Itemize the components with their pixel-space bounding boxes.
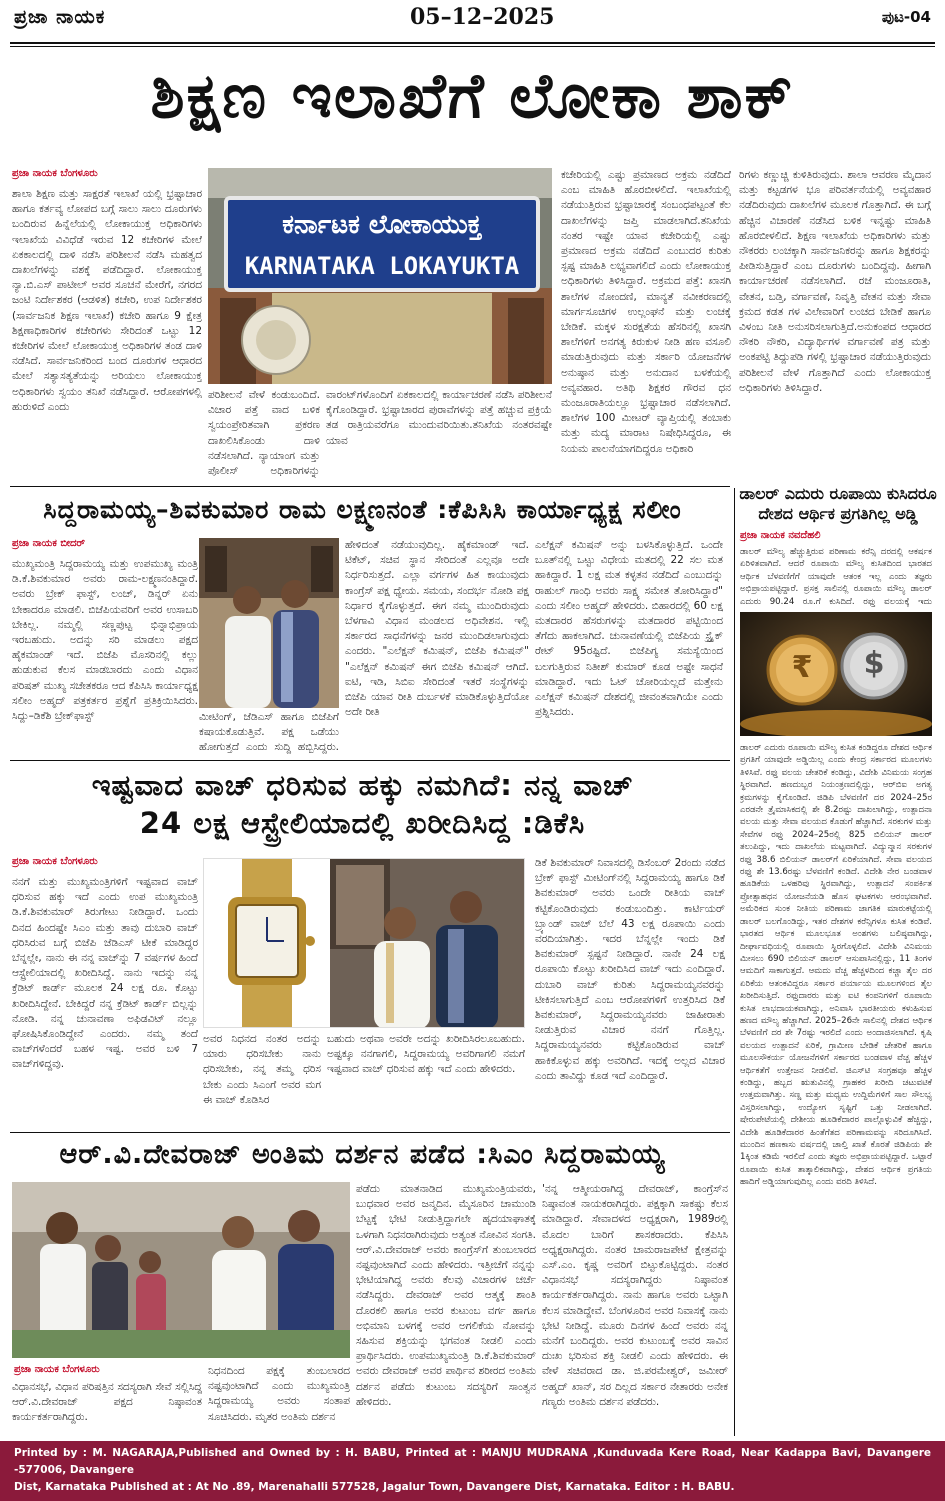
siddaramaiah-dks-photo [199,538,339,708]
watch-photo [203,858,525,1028]
story4-col1-text: ವಿಧಾನಸಭೆ, ವಿಧಾನ ಪರಿಷತ್ತಿನ ಸದಸ್ಯರಾಗಿ ಸೇವೆ ಸಲ್ಲಿಸಿದ್ದ ಆರ್.ವಿ.ದೇವರಾಜ್ ಪಕ್ಷದ ನಿಷ್ಠಾವಂತ ಕಾರ್ಯಕರ್ತರಾಗಿದ್ದರು. [12,1381,202,1424]
tribute-scene-illustration [12,1182,350,1358]
sidebar-headline-line1: ಡಾಲರ್ ಎದುರು ರೂಪಾಯಿ ಕುಸಿದರೂ [739,484,937,503]
story2-headline: ಸಿದ್ದರಾಮಯ್ಯ–ಶಿವಕುಮಾರ ರಾಮ ಲಕ್ಷ್ಮಣನಂತೆ :ಕೆಪಿಸಿಸಿ ಕಾರ್ಯಾಧ್ಯಕ್ಷ ಸಲೀಂ [43,495,682,524]
story1-col2-text: ಪರಿಶೀಲನೆ ವೇಳೆ ಕಂಡುಬಂದಿದೆ. ವಿಚಾರ ಪತ್ತೆ ವಾದ ಬಳಿಕ ಸ್ವಯಂಪ್ರೇರಿತವಾಗಿ ಪ್ರಕರಣ ದಾಖಲಿಸಿಕೊಂಡು ದಾಳಿ ನಡೆಸಲಾಗಿದೆ. ನ್ಯಾಯಾಂಗ ಮತ್ತು ಪೊಲೀಸ್ ಅಧಿಕಾರಿಗಳನ್ನು [208,389,320,478]
story1-col5-text: ರಿಗಳು ಕಣ್ಣುಚ್ಚಿ ಕುಳಿತಿರುವುದು. ಶಾಲಾ ಆವರಣ ಮೈದಾನ ಮತ್ತು ಕಟ್ಟಡಗಳ ಭೂ ಪರಿವರ್ತನೆಯಲ್ಲಿ ಅವ್ಯವಹಾರ ನಡೆದಿರುವುದು ದಾಖಲೆಗಳ ಮೂಲಕ ಗೊತ್ತಾಗಿದೆ. ಈ ಬಗ್ಗೆ ಹೆಚ್ಚಿನ ವಿಚಾರಣೆ ನಡೆಸಿದ ಬಳಿಕ ಇನ್ನಷ್ಟು ಮಾಹಿತಿ ಹೊರಬೀಳಲಿದೆ. ಶಿಕ್ಷಣ ಇಲಾಖೆಯ ಅಧಿಕಾರಿಗಳು ಮತ್ತು ನೌಕರರು ಲಂಚಕ್ಕಾಗಿ ಸಾರ್ವಜನಿಕರನ್ನು ಹಾಗೂ ಶಿಕ್ಷಕರನ್ನು ಪೀಡಿಸುತ್ತಿದ್ದಾರೆ ಎಂಬ ದೂರುಗಳು ಬಂದಿದ್ದವು. ಹೀಗಾಗಿ ಕಾರ್ಯಾಚರಣೆ ನಡೆಸಲಾಗಿದೆ. ರಜೆ ಮಂಜೂರಾತಿ, ವೇತನ, ಬಡ್ತಿ, ವರ್ಗಾವಣೆ, ನಿವೃತ್ತಿ ವೇತನ ಮತ್ತು ಸೇವಾ ಕ್ರಮದ ಕಡತ ಗಳ ವಿಲೇವಾರಿಗೆ ಲಂಚದ ಬೇಡಿಕೆ ಹಾಗೂ ವಿಳಂಬ ನೀತಿ ಅನುಸರಿಸಲಾಗುತ್ತಿದೆ.ಅನುಕಂಪದ ಆಧಾರದ ನೌಕರಿ ನೌಕರಿ, ವಿದ್ಯಾರ್ಥಿಗಳ ವರ್ಗಾವಣೆ ಪತ್ರ ಮತ್ತು ಅಂಕಪಟ್ಟಿ ತಿದ್ದುಪಡಿ ಗಳಲ್ಲಿ ಭ್ರಷ್ಟಾಚಾರ ನಡೆಯುತ್ತಿರುವುದು ಪರಿಶೀಲನೆ ವೇಳೆ ಗೊತ್ತಾಗಿದೆ ಎಂದು ಲೋಕಾಯುಕ್ತ ಅಧಿಕಾರಿಗಳು ತಿಳಿಸಿದ್ದಾರೆ. [739,169,931,394]
story4-headline: ಆರ್.ವಿ.ದೇವರಾಜ್ ಅಂತಿಮ ದರ್ಶನ ಪಡೆದ :ಸಿಎಂ ಸಿದ್ದರಾಮಯ್ಯ [59,1139,666,1170]
story3-col3-text: ಬಹುದು ಅಥವಾ ಅವರೇ ಅದನ್ನು ಖರೀದಿಸಿರಲೂಬಹುದು. ಅಷ್ಟಕ್ಕೂ ನನಗಾಗಲಿ, ಸಿದ್ದರಾಮಯ್ಯ ಅವರಿಗಾಗಲಿ ನಮಗೆ ಇಷ್ಟವಾದ ವಾಚ್ ಧರಿಸುವ ಹಕ್ಕು ಇದೆ ಎಂದು ಹೇಳಿದರು. [327,1033,525,1076]
sidebar-headline-line2: ದೇಶದ ಆರ್ಥಿಕ ಪ್ರಗತಿಗಿಲ್ಲ ಅಡ್ಡಿ [758,504,918,523]
story1-col1-text: ಶಾಲಾ ಶಿಕ್ಷಣ ಮತ್ತು ಸಾಕ್ಷರತೆ ಇಲಾಖೆ ಯಲ್ಲಿ ಭ್ರಷ್ಟಾಚಾರ ಹಾಗೂ ಕರ್ತವ್ಯ ಲೋಪದ ಬಗ್ಗೆ ಸಾಲು ಸಾಲು ದೂರುಗಳು ಬಂದಿರುವ ಹಿನ್ನೆಲೆಯಲ್ಲಿ ಲೋಕಾಯುಕ್ತ ಅಧಿಕಾರಿಗಳು ಇಲಾಖೆಯ ವಿವಿಧೆಡೆ ಇರುವ 12 ಕಚೇರಿಗಳ ಮೇಲೆ ಏಕಕಾಲದಲ್ಲಿ ದಾಳಿ ನಡೆಸಿ ಪರಿಶೀಲನೆ ನಡೆಸಿ ಮಹತ್ವದ ದಾಖಲೆಗಳನ್ನು ವಶಕ್ಕೆ ಪಡೆದಿದ್ದಾರೆ. ಲೋಕಾಯುಕ್ತ ನ್ಯಾ.ಬಿ.ಎಸ್ ಪಾಟೀಲ್ ಅವರ ಸೂಚನೆ ಮೇರೆಗೆ, ನಗರದ ಜಂಟಿ ನಿರ್ದೇಶಕರ (ಆಡಳಿತ) ಕಚೇರಿ, ಉಪ ನಿರ್ದೇಶಕರ (ಸಾರ್ವಜನಿಕ ಶಿಕ್ಷಣ ಇಲಾಖೆ) ಕಚೇರಿ ಹಾಗೂ 9 ಕ್ಷೇತ್ರ ಶಿಕ್ಷಣಾಧಿಕಾರಿಗಳ ಕಚೇರಿಗಳು ಸೇರಿದಂತೆ ಒಟ್ಟು 12 ಕಚೇರಿಗಳ ಮೇಲೆ ಲೋಕಾಯುಕ್ತ ಅಧಿಕಾರಿಗಳ ತಂಡ ದಾಳಿ ನಡೆಸಿದೆ. ಸಾರ್ವಜನಿಕರಿಂದ ಬಂದ ದೂರುಗಳ ಆಧಾರದ ಮೇಲೆ ಸತ್ಯಾಸತ್ಯತೆಯನ್ನು ಅರಿಯಲು ಲೋಕಾಯುಕ್ತ ಅಧಿಕಾರಿಗಳು ಸ್ವಯಂ ತನಿಖೆ ನಡೆಸಿದ್ದಾರೆ. ಆರೋಪಗಳಲ್ಲಿ ಹುರುಳಿದೆ ಎಂದು [12,188,202,413]
story4-dateline: ಪ್ರಜಾ ನಾಯಕ ಬೆಂಗಳೂರು [14,1364,100,1375]
main-headline: ಶಿಕ್ಷಣ ಇಲಾಖೆಗೆ ಲೋಕಾ ಶಾಕ್ [150,59,795,132]
masthead-rule [10,42,935,44]
sign-english-text: KARNATAKA LOKAYUKTA [244,252,520,280]
issue-date: 05–12–2025 [410,4,555,30]
story1-dateline: ಪ್ರಜಾ ನಾಯಕ ಬೆಂಗಳೂರು [12,168,98,179]
story3-headline-line2: 24 ಲಕ್ಷ ಆಸ್ಟ್ರೇಲಿಯಾದಲ್ಲಿ ಖರೀದಿಸಿದ್ದ :ಡಿಕೆಸಿ [139,806,586,840]
story3-headline-line1: ಇಷ್ಟವಾದ ವಾಚ್ ಧರಿಸುವ ಹಕ್ಕು ನಮಗಿದೆ: ನನ್ನ ವಾಚ್ [91,768,634,802]
masthead-rule-thin [10,46,935,47]
story1-column-1 [12,168,202,538]
imprint-line-1: Printed by : M. NAGARAJA,Published and Owned by : H. BABU, Printed at : MANJU MUDRANA ,Kunduvada Kere Road, Near Kadappa Bavi, Davangere -577006, Davangere [14,1447,931,1476]
story3-divider [10,1132,730,1133]
story2-dateline: ಪ್ರಜಾ ನಾಯಕ ಬೀದರ್ [12,538,85,549]
story3-col4-text: ಡಿಕೆ ಶಿವಕುಮಾರ್ ನಿವಾಸದಲ್ಲಿ ಡಿಸೆಂಬರ್ 2ರಂದು ನಡೆದ ಬ್ರೇಕ್ ಫಾಸ್ಟ್ ಮೀಟಿಂಗ್‌ನಲ್ಲಿ ಸಿದ್ದರಾಮಯ್ಯ ಹಾಗೂ ಡಿಕೆ ಶಿವಕುಮಾರ್ ಅವರು ಒಂದೇ ರೀತಿಯ ವಾಚ್ ಕಟ್ಟಿಕೊಂಡಿರುವುದು ಕಂಡುಬಂದಿತ್ತು. ಕಾರ್ಟಿಯರ್ ಬ್ರ್ಯಾಂಡ್ ವಾಚ್ ಬೆಲೆ 43 ಲಕ್ಷ ರೂಪಾಯಿ ಎಂದು ವರದಿಯಾಗಿತ್ತು. ಇದರ ಬೆನ್ನಲ್ಲೇ ಇಂದು ಡಿಕೆ ಶಿವಕುಮಾರ್ ಸ್ಪಷ್ಟನೆ ನೀಡಿದ್ದಾರೆ. ನಾನೇ 24 ಲಕ್ಷ ರೂಪಾಯಿ ಕೊಟ್ಟು ಖರೀದಿಸಿದ ವಾಚ್ ಇದು ಎಂದಿದ್ದಾರೆ. ದುಬಾರಿ ವಾಚ್ ಕುರಿತು ಸಿದ್ದರಾಮಯ್ಯನವರನ್ನು ಟೀಕಿಸಲಾಗುತ್ತಿದೆ ಎಂಬ ಆರೋಪಗಳಿಗೆ ಉತ್ತರಿಸಿದ ಡಿಕೆ ಶಿವಕುಮಾರ್, ಸಿದ್ದರಾಮಯ್ಯನವರು ಜಾಹೀರಾತು ನೀಡುತ್ತಿರುವ ವಿಚಾರ ನನಗೆ ಗೊತ್ತಿಲ್ಲ. ಸಿದ್ದರಾಮಯ್ಯನವರು ಕಟ್ಟಿಕೊಂಡಿರುವ ವಾಚ್ ಹಾಕಿಕೊಳ್ಳುವ ಹಕ್ಕು ಅವರಿಗಿದೆ. ಇದಕ್ಕೆ ಅಲ್ಲದ ವಿಚಾರ ಎಂದು ತಾವಿದ್ದು ಕೂಡ ಇದೆ ಎಂದಿದ್ದಾರೆ. [535,857,725,1082]
imprint-footer [0,1441,945,1501]
story2-divider [10,760,730,761]
page-number: ಪುಟ-04 [881,8,931,26]
story2-col1-text: ಮುಖ್ಯಮಂತ್ರಿ ಸಿದ್ದರಾಮಯ್ಯ ಮತ್ತು ಉಪಮುಖ್ಯ ಮಂತ್ರಿ ಡಿ.ಕೆ.ಶಿವಕುಮಾರ ಅವರು ರಾಮ-ಲಕ್ಷ್ಮಣನಂತಿದ್ದಾರೆ. ಅವರು ಬ್ರೇಕ್ ಫಾಸ್ಟ್, ಲಂಚ್, ಡಿನ್ನರ್ ಏನು ಬೇಕಾದರೂ ಮಾಡಲಿ. ಬಿಜೆಪಿಯವರಿಗೆ ಅವರ ಉಸಾಬರಿ ಬೇಕಿಲ್ಲ. ನಮ್ಮಲ್ಲಿ ಸಣ್ಣಪುಟ್ಟ ಭಿನ್ನಾಭಿಪ್ರಾಯ ಇರಬಹುದು. ಅದನ್ನು ಸರಿ ಮಾಡಲು ಪಕ್ಷದ ಹೈಕಮಾಂಡ್ ಇದೆ. ಬಿಜೆಪಿ ಮೊಸರಿನಲ್ಲಿ ಕಲ್ಲು ಹುಡುಕುವ ಕೆಲಸ ಮಾಡಬಾರದು ಎಂದು ವಿಧಾನ ಪರಿಷತ್ ಮುಖ್ಯ ಸಚೇತಕರೂ ಆದ ಕೆಪಿಸಿಸಿ ಕಾರ್ಯಾಧ್ಯಕ್ಷ ಸಲೀಂ ಅಹ್ಮದ್ ಪತ್ರಕರ್ತರ ಪ್ರಶ್ನೆಗೆ ಪ್ರತಿಕ್ರಿಯಿಸಿದರು. ಸಿದ್ದು–ಡಿಕೆಶಿ ಬ್ರೇಕ್‌ಫಾಸ್ಟ್ [12,558,198,723]
story4-col4-text: 'ನನ್ನ ಆತ್ಮೀಯರಾಗಿದ್ದ ದೇವರಾಜ್, ಕಾಂಗ್ರೆಸ್‌ನ ನಿಷ್ಠಾವಂತ ನಾಯಕರಾಗಿದ್ದರು. ಪಕ್ಷಕ್ಕಾಗಿ ಸಾಕಷ್ಟು ಕೆಲಸ ಮಾಡಿದ್ದಾರೆ. ಸೇವಾದಳದ ಅಧ್ಯಕ್ಷರಾಗಿ, 1989ರಲ್ಲಿ ಮೊದಲ ಬಾರಿಗೆ ಶಾಸಕರಾದರು. ಕೆಪಿಸಿಸಿ ಅಧ್ಯಕ್ಷರಾಗಿದ್ದರು. ನಂತರ ಚಾಮರಾಜಪೇಟೆ ಕ್ಷೇತ್ರವನ್ನು ಎಸ್.ಎಂ. ಕೃಷ್ಣ ಅವರಿಗೆ ಬಿಟ್ಟುಕೊಟ್ಟಿದ್ದರು. ನಂತರ ವಿಧಾನಸಭೆ ಸದಸ್ಯರಾಗಿದ್ದರು ನಿಷ್ಠಾವಂತ ಕಾರ್ಯಕರ್ತರಾಗಿದ್ದರು. ನಾನು ಹಾಗೂ ಅವರು ಒಟ್ಟಾಗಿ ಕೆಲಸ ಮಾಡಿದ್ದೇವೆ. ಬೆಂಗಳೂರಿನ ಅವರ ನಿವಾಸಕ್ಕೆ ನಾನು ಭೇಟಿ ನೀಡಿದ್ದೆ. ಮೂರು ದಿನಗಳ ಹಿಂದೆ ಅವರು ನನ್ನ ಮನೆಗೆ ಬಂದಿದ್ದರು. ಅವರ ಕುಟುಂಬಕ್ಕೆ ಅವರ ಸಾವಿನ ದುಃಖ ಭರಿಸುವ ಶಕ್ತಿ ನೀಡಲಿ ಎಂದು ಹೇಳಿದರು. ಈ ವೇಳೆ ಸಚಿವರಾದ ಡಾ. ಜಿ.ಪರಮೇಶ್ವರ್, ಜಮೀರ್ ಅಹ್ಮದ್ ಖಾನ್, ಸರ ದಿಲ್ಲದ ಸರ್ಕಾರ ನೇತಾರರು ಅನೇಕ ಗಣ್ಯರು ಅಂತಿಮ ದರ್ಶನ ಪಡೆದರು. [542,1183,728,1408]
gold-watch-and-leaders-illustration [204,859,525,1028]
imprint-line-2: Dist, Karnataka Published at : At No .89, Marenahalli 577528, Jagalur Town, Davangere Dist, Karnataka. Editor : H. BABU. [14,1481,735,1493]
sidebar-vertical-rule [734,488,735,1436]
story2-column-1 [12,538,198,756]
story2-col3-text: ಹೇಳಿದಂತೆ ನಡೆಯುವುದಿಲ್ಲ. ಹೈಕಮಾಂಡ್ ಇದೆ. ಟಿಕೆಟ್, ಸಚಿವ ಸ್ಥಾನ ಸೇರಿದಂತೆ ಎಲ್ಲವೂ ಅದೇ ನಿರ್ಧರಿಸುತ್ತದೆ. ಎಲ್ಲಾ ವರ್ಗಗಳ ಹಿತ ಕಾಯುವುದು ಕಾಂಗ್ರೆಸ್ ಪಕ್ಷ ಧ್ಯೇಯ. ಸಮಯ, ಸಂದರ್ಭ ನೋಡಿ ಪಕ್ಷ ನಿರ್ಧಾರ ಕೈಗೊಳ್ಳುತ್ತದೆ. ಈಗ ನಮ್ಮ ಮುಂದಿರುವುದು ಬೆಳಗಾವಿ ವಿಧಾನ ಮಂಡಲದ ಅಧಿವೇಶನ. ಇಲ್ಲಿ ಸರ್ಕಾರದ ಸಾಧನೆಗಳನ್ನು ಜನರ ಮುಂದಿಡಲಾಗುವುದು ಎಂದರು. "ಎಲೆಕ್ಷನ್ ಕಮಿಷನ್, ಬಿಜೆಪಿ ಕಮಿಷನ್" "ಎಲೆಕ್ಷನ್ ಕಮಿಷನ್ ಈಗ ಬಿಜೆಪಿ ಕಮಿಷನ್ ಆಗಿದೆ. ಐಟಿ, ಇಡಿ, ಸಿಬಿಐ ಸೇರಿದಂತೆ ಇತರೆ ಸಂಸ್ಥೆಗಳನ್ನು ಬಿಜೆಪಿ ಯಾವ ರೀತಿ ದುರ್ಬಳಕೆ ಮಾಡಿಕೊಳ್ಳುತ್ತಿದೆಯೋ ಅದೇ ರೀತಿ [345,539,529,719]
story4-col2-text: ನಿಧನದಿಂದ ಪಕ್ಷಕ್ಕೆ ತುಂಬಲಾರದ ನಷ್ಟವುಂಟಾಗಿದೆ ಎಂದು ಮುಖ್ಯಮಂತ್ರಿ ಸಿದ್ದರಾಮಯ್ಯ ಅವರು ಸಂತಾಪ ಸೂಚಿಸಿದರು. ಮೃತರ ಅಂತಿಮ ದರ್ಶನ [208,1365,350,1423]
story2-col4-text: ಎಲೆಕ್ಷನ್ ಕಮಿಷನ್ ಅನ್ನು ಬಳಸಿಕೊಳ್ಳುತ್ತಿದೆ. ಒಂದೇ ಬೂತ್‌ನಲ್ಲಿ ಒಟ್ಟು ವಿಧೇಯ ಮತದಲ್ಲಿ 22 ಸಲ ಮತ ಹಾಕಿದ್ದಾರೆ. 1 ಲಕ್ಷ ಮತ ಕಳ್ಳತನ ನಡೆದಿದೆ ಎಂಬುದನ್ನು ರಾಹುಲ್ ಗಾಂಧಿ ಅವರು ಸಾಕ್ಷ್ಯ ಸಮೇತ ತೋರಿಸಿದ್ದಾರೆ" ಎಂದು ಸಲೀಂ ಅಹ್ಮದ್ ಹೇಳಿದರು. ಬಿಹಾರದಲ್ಲಿ 60 ಲಕ್ಷ ಮತದಾರರ ಹೆಸರುಗಳನ್ನು ಮತದಾರರ ಪಟ್ಟಿಯಿಂದ ತೆಗೆದು ಹಾಕಲಾಗಿದೆ. ಚುನಾವಣೆಯಲ್ಲಿ ಬಿಜೆಪಿಯ ಸ್ಟ್ರೈಕ್ ರೇಟ್ 95ರಷ್ಟಿದೆ. ಬಿಜೆಪಿಗ್ಯ ಸಮಸ್ಯೆಯಿಂದ ಬಲಗುತ್ತಿರುವ ನಿತೀಶ್ ಕುಮಾರ್ ಕೂಡ ಅಷ್ಟೇ ಸಾಧನೆ ಮಾಡಿದ್ದಾರೆ. ಇದು ಓಟ್ ಚೋರಿಯಲ್ಲದೆ ಮತ್ತೇನು ಎಲೆಕ್ಷನ್ ಕಮಿಷನ್ ದೇಶದಲ್ಲಿ ಜೀವಂತವಾಗಿಯೇ ಎಂದು ಪ್ರಶ್ನಿಸಿದರು. [535,539,723,719]
story1-col4-text: ಕಚೇರಿಯಲ್ಲಿ ಎಷ್ಟು ಪ್ರಮಾಣದ ಅಕ್ರಮ ನಡೆದಿದೆ ಎಂಬ ಮಾಹಿತಿ ಹೊರಬೀಳಲಿದೆ. ಇಲಾಖೆಯಲ್ಲಿ ನಡೆಯುತ್ತಿರುವ ಭ್ರಷ್ಟಾಚಾರಕ್ಕೆ ಸಂಬಂಧಪಟ್ಟಂತೆ ಕೆಲ ದಾಖಲೆಗಳನ್ನು ಜಪ್ತಿ ಮಾಡಲಾಗಿದೆ.ತನಿಖೆಯ ನಂತರ ಇಷ್ಟೇ ಯಾವ ಕಚೇರಿಯಲ್ಲಿ ಎಷ್ಟು ಪ್ರಮಾಣದ ಅಕ್ರಮ ನಡೆದಿದೆ ಎಂಬುದರ ಕುರಿತು ಸ್ಪಷ್ಟ ಮಾಹಿತಿ ಲಭ್ಯವಾಗಲಿದೆ ಎಂದು ಲೋಕಾಯುಕ್ತ ಅಧಿಕಾರಿಗಳು ತಿಳಿಸಿದ್ದಾರೆ. ಅಕ್ರಮದ ಪತ್ತೆ: ಖಾಸಗಿ ಶಾಲೆಗಳ ನೋಂದಣಿ, ಮಾನ್ಯತೆ ನವೀಕರಣದಲ್ಲಿ ಮಾರ್ಗಸೂಚಿಗಳ ಉಲ್ಲಂಘನೆ ಮತ್ತು ಲಂಚಕ್ಕೆ ಬೇಡಿಕೆ. ಮಕ್ಕಳ ಸುರಕ್ಷತೆಯ ಹೆಸರಿನಲ್ಲಿ ಖಾಸಗಿ ಶಾಲೆಗಳಿಗೆ ಅನಗತ್ಯ ಕಿರುಕುಳ ನೀಡಿ ಹಣ ವಸೂಲಿ ಮಾಡುತ್ತಿರುವುದು ಮತ್ತು ಸರ್ಕಾರಿ ಯೋಜನೆಗಳ ಅನುಷ್ಠಾನ ಮತ್ತು ಅನುದಾನ ಬಳಕೆಯಲ್ಲಿ ಅವ್ಯವಹಾರ. ಅತಿಥಿ ಶಿಕ್ಷಕರ ಗೌರವ ಧನ ಮಂಜೂರಾತಿಯಲ್ಲೂ ಭ್ರಷ್ಟಾಚಾರ ನಡೆಸಲಾಗಿದೆ. ಶಾಲೆಗಳ 100 ಮೀಟರ್ ವ್ಯಾಪ್ತಿಯಲ್ಲಿ ತಂಬಾಕು ಮತ್ತು ಮದ್ಯ ಮಾರಾಟ ನಿಷೇಧಿಸಿದ್ದರೂ, ಈ ನಿಯಮ ಪಾಲನೆಯಾಗದಿದ್ದರೂ ಅಧಿಕಾರಿ [561,169,731,455]
story3-col1-text: ನನಗೆ ಮತ್ತು ಮುಖ್ಯಮಂತ್ರಿಗಳಿಗೆ ಇಷ್ಟವಾದ ವಾಚ್ ಧರಿಸುವ ಹಕ್ಕು ಇದೆ ಎಂದು ಉಪ ಮುಖ್ಯಮಂತ್ರಿ ಡಿ.ಕೆ.ಶಿವಕುಮಾರ್ ತಿರುಗೇಟು ನೀಡಿದ್ದಾರೆ. ಒಂದು ದಿನದ ಹಿಂದಷ್ಟೇ ಸಿಎಂ ಮತ್ತು ತಾವು ದುಬಾರಿ ವಾಚ್ ಧರಿಸಿರುವ ಬಗ್ಗೆ ಬಿಜೆಪಿ ಜೆಡಿಎಸ್ ಟೀಕೆ ಮಾಡಿದ್ದರ ಬೆನ್ನಲ್ಲೇ, ನಾನು ಈ ನನ್ನ ವಾಚ್‌ನ್ನು 7 ವರ್ಷಗಳ ಹಿಂದೆ ಆಸ್ಟ್ರೇಲಿಯಾದಲ್ಲಿ ಖರೀದಿಸಿದ್ದೆ. ನಾನು ಇದನ್ನು ನನ್ನ ಕ್ರೆಡಿಟ್ ಕಾರ್ಡ್ ಮೂಲಕ 24 ಲಕ್ಷ ರೂ. ಕೊಟ್ಟು ಖರೀದಿಸಿದ್ದೇನೆ. ಬೇಕಿದ್ದರೆ ನನ್ನ ಕ್ರೆಡಿಟ್ ಕಾರ್ಡ್ ಬಿಲ್ಲನ್ನು ನೋಡಿ. ನನ್ನ ಚುನಾವಣಾ ಅಫಿಡವಿಟ್ ನಲ್ಲೂ ಘೋಷಿಸಿಕೊಂಡಿದ್ದೇನೆ ಎಂದರು. ನಮ್ಮ ತಂದೆ ವಾಚ್‌ಗಳೆಂದರೆ ಬಹಳ ಇಷ್ಟ. ಅವರ ಬಳಿ 7 ವಾಚ್‌ಗಳಿದ್ದವು. [12,876,198,1071]
story3-column-1 [12,856,198,1132]
sidebar-body-text: ಡಾಲರ್ ಎದುರು ರೂಪಾಯಿ ಮೌಲ್ಯ ಕುಸಿತ ಕಂಡಿದ್ದರೂ ದೇಶದ ಆರ್ಥಿಕ ಪ್ರಗತಿಗೆ ಯಾವುದೇ ಅಡ್ಡಿಯಿಲ್ಲ ಎಂದು ಕೇಂದ್ರ ಸರ್ಕಾರದ ಮೂಲಗಳು ತಿಳಿಸಿವೆ. ರಫ್ತು ವಲಯ ಚೇತರಿಕೆ ಕಂಡಿದ್ದು, ವಿದೇಶಿ ವಿನಿಮಯ ಸಂಗ್ರಹ ಸ್ಥಿರವಾಗಿದೆ. ಹಣದುಬ್ಬರ ನಿಯಂತ್ರಣದಲ್ಲಿದ್ದು, ಆರ್‌ಬಿಐ ಅಗತ್ಯ ಕ್ರಮಗಳನ್ನು ಕೈಗೊಂಡಿದೆ. ಜಿಡಿಪಿ ಬೆಳವಣಿಗೆ ದರ 2024–25ರ ಎರಡನೇ ತ್ರೈಮಾಸಿಕದಲ್ಲಿ ಶೇ 8.2ರಷ್ಟು ದಾಖಲಾಗಿದ್ದು, ಉತ್ಪಾದನಾ ವಲಯ ಮತ್ತು ಸೇವಾ ವಲಯದ ಕೊಡುಗೆ ಹೆಚ್ಚಾಗಿದೆ. ಸರಕುಗಳ ಮತ್ತು ಸೇವೆಗಳ ರಫ್ತು 2024–25ರಲ್ಲಿ 825 ಬಿಲಿಯನ್ ಡಾಲರ್ ತಲುಪಿದ್ದು, ಇದು ದಾಖಲೆಯ ಮಟ್ಟವಾಗಿದೆ. ವಿದ್ಯುನ್ಮಾನ ಸರಕುಗಳ ರಫ್ತು 38.6 ಬಿಲಿಯನ್ ಡಾಲರ್‌ಗೆ ಏರಿಕೆಯಾಗಿದೆ. ಸೇವಾ ವಲಯದ ರಫ್ತು ಶೇ 13.6ರಷ್ಟು ಬೆಳವಣಿಗೆ ಕಂಡಿದೆ. ವಿದೇಶಿ ನೇರ ಬಂಡವಾಳ ಹೂಡಿಕೆಯ ಒಳಹರಿವು ಸ್ಥಿರವಾಗಿದ್ದು, ಉತ್ಪಾದನೆ ಸಂಪರ್ಕಿತ ಪ್ರೋತ್ಸಾಹಧನ ಯೋಜನೆಯಡಿ ಹೊಸ ಘಟಕಗಳು ಆರಂಭವಾಗಿವೆ. ಅಮೆರಿಕದ ಸುಂಕ ನೀತಿಯ ಪರಿಣಾಮ ಜಾಗತಿಕ ಮಾರುಕಟ್ಟೆಯಲ್ಲಿ ಡಾಲರ್ ಬಲಗೊಂಡಿದ್ದು, ಇತರ ದೇಶಗಳ ಕರೆನ್ಸಿಗಳೂ ಕುಸಿತ ಕಂಡಿವೆ. ಭಾರತದ ಆರ್ಥಿಕ ಮೂಲಭೂತ ಅಂಶಗಳು ಬಲಿಷ್ಠವಾಗಿದ್ದು, ದೀರ್ಘಾವಧಿಯಲ್ಲಿ ರೂಪಾಯಿ ಸ್ಥಿರಗೊಳ್ಳಲಿದೆ. ವಿದೇಶಿ ವಿನಿಮಯ ಮೀಸಲು 690 ಬಿಲಿಯನ್ ಡಾಲರ್ ಆಸುಪಾಸಿನಲ್ಲಿದ್ದು, 11 ತಿಂಗಳ ಆಮದಿಗೆ ಸಾಕಾಗುತ್ತದೆ. ಆಮದು ವೆಚ್ಚ ಹೆಚ್ಚಳದಿಂದ ಕಚ್ಚಾ ತೈಲ ದರ ಏರಿಕೆಯ ಆತಂಕವಿದ್ದರೂ ಸರ್ಕಾರ ಪರ್ಯಾಯ ಮೂಲಗಳಿಂದ ತೈಲ ಖರೀದಿಸುತ್ತಿದೆ. ರಫ್ತುದಾರರು ಮತ್ತು ಐಟಿ ಕಂಪನಿಗಳಿಗೆ ರೂಪಾಯಿ ಕುಸಿತ ಲಾಭದಾಯಕವಾಗಿದ್ದು, ಅನಿವಾಸಿ ಭಾರತೀಯರು ಕಳುಹಿಸುವ ಹಣದ ಮೌಲ್ಯ ಹೆಚ್ಚಾಗಿದೆ. 2025–26ನೇ ಸಾಲಿನಲ್ಲಿ ದೇಶದ ಆರ್ಥಿಕ ಬೆಳವಣಿಗೆ ದರ ಶೇ 7ರಷ್ಟು ಇರಲಿದೆ ಎಂದು ಅಂದಾಜಿಸಲಾಗಿದೆ. ಕೃಷಿ ವಲಯದ ಉತ್ಪಾದನೆ ಏರಿಕೆ, ಗ್ರಾಮೀಣ ಬೇಡಿಕೆ ಚೇತರಿಕೆ ಹಾಗೂ ಮೂಲಸೌಕರ್ಯ ಯೋಜನೆಗಳಿಗೆ ಸರ್ಕಾರದ ಬಂಡವಾಳ ವೆಚ್ಚ ಹೆಚ್ಚಳ ಆರ್ಥಿಕತೆಗೆ ಉತ್ತೇಜನ ನೀಡಲಿವೆ. ಜಿಎಸ್‌ಟಿ ಸಂಗ್ರಹವೂ ಹೆಚ್ಚಳ ಕಂಡಿದ್ದು, ಹಬ್ಬದ ಋತುವಿನಲ್ಲಿ ಗ್ರಾಹಕರ ಖರೀದಿ ಚಟುವಟಿಕೆ ಉತ್ತಮವಾಗಿತ್ತು. ಸಣ್ಣ ಮತ್ತು ಮಧ್ಯಮ ಉದ್ದಿಮೆಗಳಿಗೆ ಸಾಲ ಸೌಲಭ್ಯ ವಿಸ್ತರಿಸಲಾಗಿದ್ದು, ಉದ್ಯೋಗ ಸೃಷ್ಟಿಗೆ ಒತ್ತು ನೀಡಲಾಗಿದೆ. ಷೇರುಪೇಟೆಯಲ್ಲಿ ದೇಶೀಯ ಹೂಡಿಕೆದಾರರ ಪಾಲ್ಗೊಳ್ಳುವಿಕೆ ಹೆಚ್ಚಿದ್ದು, ವಿದೇಶಿ ಹೂಡಿಕೆದಾರರ ಹಿಂತೆಗೆತದ ಪರಿಣಾಮವನ್ನು ಸರಿದೂಗಿಸಿದೆ. ಮುಂದಿನ ಹಣಕಾಸು ವರ್ಷದಲ್ಲಿ ಚಾಲ್ತಿ ಖಾತೆ ಕೊರತೆ ಜಿಡಿಪಿಯ ಶೇ 1ಕ್ಕಿಂತ ಕಡಿಮೆ ಇರಲಿದೆ ಎಂದು ತಜ್ಞರು ಅಭಿಪ್ರಾಯಪಟ್ಟಿದ್ದಾರೆ. ಒಟ್ಟಾರೆ ರೂಪಾಯಿ ಕುಸಿತ ತಾತ್ಕಾಲಿಕವಾಗಿದ್ದು, ದೇಶದ ಆರ್ಥಿಕ ಪ್ರಗತಿಯ ಹಾದಿಗೆ ಅಡ್ಡಿಯಾಗುವುದಿಲ್ಲ ಎಂದು ವರದಿ ತಿಳಿಸಿದೆ. [740,743,932,1188]
story1-divider [10,486,730,487]
currency-coins-photo [740,612,932,736]
rupee-symbol: ₹ [791,650,813,685]
devaraj-tribute-photo [12,1182,350,1358]
story1-col3-text: ವಾರಂಟ್‌ಗಳೊಂದಿಗೆ ಏಕಕಾಲದಲ್ಲಿ ಕಾರ್ಯಾಚರಣೆ ನಡೆಸಿ ಪರಿಶೀಲನೆ ಕೈಗೊಂಡಿದ್ದಾರೆ. ಭ್ರಷ್ಟಾಚಾರದ ಪುರಾವೆಗಳನ್ನು ಪತ್ತೆ ಹಚ್ಚುವ ಪ್ರಕ್ರಿಯೆ ತಡ ರಾತ್ರಿಯವರೆಗೂ ಮುಂದುವರಿಯಿತು.ತನಿಖೆಯ ನಂತರವಷ್ಟೇ ಯಾವ [326,389,552,447]
coins-illustration [740,612,932,736]
sign-kannada-text: ಕರ್ನಾಟಕ ಲೋಕಾಯುಕ್ತ [282,210,482,240]
story2-col2-text: ಮೀಟಿಂಗ್, ಜೆಡಿಎಸ್ ಹಾಗೂ ಬಿಜೆಪಿಗೆ ಕಷಾಯಕೊಡುತ್ತಿವೆ. ಪಕ್ಷ ಒಡೆಯು ಹೋಗುತ್ತದೆ ಎಂದು ಸುದ್ದಿ ಹಬ್ಬಿಸಿದ್ದರು. [199,711,339,754]
sidebar-intro-text: ಡಾಲರ್ ಮೌಲ್ಯ ಹೆಚ್ಚುತ್ತಿರುವ ಪರಿಣಾಮ ಕರೆನ್ಸಿ ದರದಲ್ಲಿ ಆಕರ್ಷಕ ಏರಿಳಿತವಾಗಿದೆ. ಆದರೆ ರೂಪಾಯಿ ಮೌಲ್ಯ ಕುಸಿತದಿಂದ ಭಾರತದ ಆರ್ಥಿಕ ಬೆಳವಣಿಗೆಗೆ ಯಾವುದೇ ಆತಂಕ ಇಲ್ಲ ಎಂದು ತಜ್ಞರು ಅಭಿಪ್ರಾಯಪಟ್ಟಿದ್ದಾರೆ. ಪ್ರಸಕ್ತ ಸಾಲಿನಲ್ಲಿ ರೂಪಾಯಿ ಮೌಲ್ಯ ಡಾಲರ್ ಎದುರು 90.24 ರೂ.ಗೆ ಕುಸಿದಿದೆ. ರಫ್ತು ವಲಯಕ್ಕೆ ಇದು [740,547,932,607]
two-leaders-illustration [199,538,339,708]
dollar-symbol: $ [863,646,885,681]
story4-col3-text: ಪಡೆದು ಮಾತನಾಡಿದ ಮುಖ್ಯಮಂತ್ರಿಯವರು, ಬುಧವಾರ ಅವರ ಜನ್ಮದಿನ. ಮೈಸೂರಿನ ಚಾಮುಂಡಿ ಬೆಟ್ಟಕ್ಕೆ ಭೇಟಿ ನೀಡುತ್ತಿದ್ದಾಗಲೇ ಹೃದಯಾಘಾತಕ್ಕೆ ಒಳಗಾಗಿ ನಿಧನರಾಗಿರುವುದು ಅತ್ಯಂತ ನೋವಿನ ಸಂಗತಿ. ಆರ್.ವಿ.ದೇವರಾಜ್ ಅವರು ಕಾಂಗ್ರೆಸ್‌ಗೆ ತುಂಬಲಾರದ ನಷ್ಟವುಂಟಾಗಿದೆ ಎಂದು ಹೇಳಿದರು. ಇತ್ತೀಚೆಗೆ ನನ್ನನ್ನು ಭೇಟಿಯಾಗಿದ್ದ ಅವರು ಕೆಲವು ವಿಚಾರಗಳ ಚರ್ಚೆ ನಡೆಸಿದ್ದರು. ದೇವರಾಜ್ ಅವರ ಆತ್ಮಕ್ಕೆ ಶಾಂತಿ ದೊರಕಲಿ ಹಾಗೂ ಅವರ ಕುಟುಂಬ ವರ್ಗ ಹಾಗೂ ಅಭಿಮಾನಿ ಬಳಗಕ್ಕೆ ಅವರ ಅಗಲಿಕೆಯ ನೋವನ್ನು ಸಹಿಸುವ ಶಕ್ತಿಯನ್ನು ಭಗವಂತ ನೀಡಲಿ ಎಂದು ಪ್ರಾರ್ಥಿಸಿದರು. ಉಪಮುಖ್ಯಮಂತ್ರಿ ಡಿ.ಕೆ.ಶಿವಕುಮಾರ್ ಅವರು ದೇವರಾಜ್ ಅವರ ಪಾರ್ಥಿವ ಶರೀರದ ಅಂತಿಮ ದರ್ಶನ ಪಡೆದು ಕುಟುಂಬ ಸದಸ್ಯರಿಗೆ ಸಾಂತ್ವನ ಹೇಳಿದರು. [356,1183,536,1408]
story3-dateline: ಪ್ರಜಾ ನಾಯಕ ಬೆಂಗಳೂರು [12,856,98,867]
lokayukta-photo [208,168,552,384]
newspaper-name: ಪ್ರಜಾ ನಾಯಕ [14,6,106,28]
story3-col2-text: ಅವರ ನಿಧನದ ನಂತರ ಅದನ್ನು ಯಾರು ಧರಿಸಬೇಕು ನಾನು ಧರಿಸಬೇಕು, ನನ್ನ ತಮ್ಮ ಧರಿಸ ಬೇಕು ಎಂದು ಸಿಎಂಗೆ ಅವರ ಮಗ ಈ ವಾಚ್ ಕೊಡಿಸಿರ [203,1033,321,1106]
sidebar-dateline: ಪ್ರಜಾ ನಾಯಕ ನವದೆಹಲಿ [740,530,821,541]
